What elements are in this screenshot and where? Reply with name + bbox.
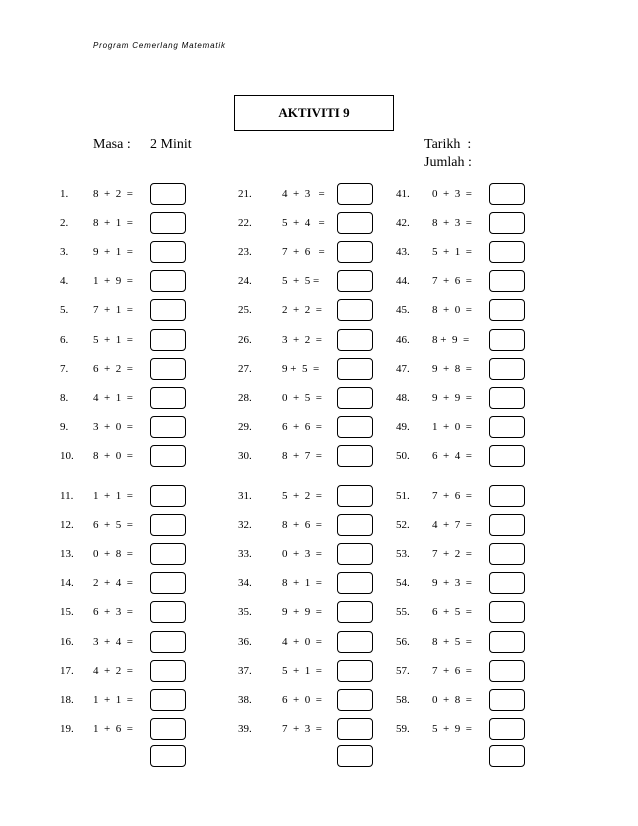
problem-expression: 4 + 3 =: [282, 188, 325, 200]
problem-expression: 7 + 6 =: [282, 246, 325, 259]
problem-number: 31.: [238, 490, 252, 502]
answer-box[interactable]: [337, 387, 373, 409]
jumlah-label: Jumlah :: [424, 155, 472, 170]
problem-expression: 6 + 5 =: [93, 519, 133, 532]
answer-box[interactable]: [337, 329, 373, 351]
problem-number: 47.: [396, 362, 410, 375]
problem-expression: 8 + 1 =: [282, 577, 322, 590]
tarikh-label: Tarikh :: [424, 137, 472, 152]
problem-number: 54.: [396, 577, 410, 590]
problem-number: 23.: [238, 246, 252, 259]
problem-number: 25.: [238, 304, 252, 317]
problem-expression: 7 + 6 =: [432, 664, 472, 677]
problem-expression: 5 + 5 =: [282, 275, 320, 288]
answer-box[interactable]: [337, 572, 373, 594]
problem-expression: 1 + 1 =: [93, 490, 133, 502]
problem-expression: 1 + 9 =: [93, 275, 133, 288]
answer-box[interactable]: [337, 212, 373, 234]
answer-box[interactable]: [489, 270, 525, 292]
problem-number: 42.: [396, 217, 410, 230]
problem-expression: 8 + 0 =: [93, 449, 133, 462]
problem-number: 39.: [238, 722, 252, 735]
problem-number: 5.: [60, 304, 69, 317]
problem-expression: 6 + 2 =: [93, 362, 133, 375]
problem-expression: 1 + 6 =: [93, 722, 133, 735]
problem-expression: 0 + 8 =: [432, 693, 472, 706]
answer-box[interactable]: [150, 183, 186, 205]
answer-box[interactable]: [337, 270, 373, 292]
problem-expression: 7 + 1 =: [93, 304, 133, 317]
problem-number: 36.: [238, 635, 252, 648]
problem-number: 22.: [238, 217, 252, 230]
answer-box[interactable]: [337, 183, 373, 205]
problem-number: 12.: [60, 519, 74, 532]
answer-box[interactable]: [150, 445, 186, 467]
answer-box[interactable]: [150, 329, 186, 351]
problem-expression: 9 + 9 =: [432, 391, 472, 404]
problem-number: 33.: [238, 548, 252, 561]
problem-number: 4.: [60, 275, 69, 288]
problem-expression: 3 + 0 =: [93, 420, 133, 433]
problem-number: 1.: [60, 188, 69, 200]
problem-number: 51.: [396, 490, 410, 502]
answer-box[interactable]: [150, 485, 186, 507]
problem-expression: 5 + 9 =: [432, 722, 472, 735]
problem-expression: 9 + 9 =: [282, 606, 322, 619]
worksheet-header: Program Cemerlang Matematik: [93, 41, 226, 50]
problem-expression: 6 + 0 =: [282, 693, 322, 706]
masa-value: 2 Minit: [150, 137, 192, 152]
problem-expression: 8 + 6 =: [282, 519, 322, 532]
problem-number: 8.: [60, 391, 69, 404]
problem-number: 28.: [238, 391, 252, 404]
problem-number: 18.: [60, 693, 74, 706]
problem-expression: 5 + 4 =: [282, 217, 325, 230]
answer-box[interactable]: [489, 572, 525, 594]
answer-box[interactable]: [489, 631, 525, 653]
problem-number: 19.: [60, 722, 74, 735]
problem-expression: 8 + 7 =: [282, 449, 322, 462]
problem-number: 43.: [396, 246, 410, 259]
answer-box[interactable]: [337, 445, 373, 467]
problem-number: 45.: [396, 304, 410, 317]
problem-expression: 8 + 2 =: [93, 188, 133, 200]
extra-answer-box[interactable]: [150, 745, 186, 767]
problem-number: 21.: [238, 188, 252, 200]
answer-box[interactable]: [150, 660, 186, 682]
problem-expression: 8 + 0 =: [432, 304, 472, 317]
answer-box[interactable]: [337, 299, 373, 321]
problem-expression: 6 + 4 =: [432, 449, 472, 462]
problem-number: 9.: [60, 420, 69, 433]
problem-number: 3.: [60, 246, 69, 259]
problem-number: 32.: [238, 519, 252, 532]
answer-box[interactable]: [150, 416, 186, 438]
problem-number: 14.: [60, 577, 74, 590]
problem-number: 53.: [396, 548, 410, 561]
masa-label: Masa :: [93, 137, 131, 152]
problem-expression: 5 + 1 =: [93, 333, 133, 346]
activity-title: AKTIVITI 9: [234, 95, 394, 131]
answer-box[interactable]: [489, 241, 525, 263]
problem-number: 7.: [60, 362, 69, 375]
problem-number: 37.: [238, 664, 252, 677]
answer-box[interactable]: [489, 601, 525, 623]
answer-box[interactable]: [150, 358, 186, 380]
answer-box[interactable]: [337, 514, 373, 536]
problem-number: 29.: [238, 420, 252, 433]
problem-expression: 7 + 2 =: [432, 548, 472, 561]
answer-box[interactable]: [150, 299, 186, 321]
problem-expression: 7 + 6 =: [432, 275, 472, 288]
problem-number: 10.: [60, 449, 74, 462]
problem-expression: 5 + 1 =: [432, 246, 472, 259]
problem-expression: 5 + 1 =: [282, 664, 322, 677]
problem-expression: 4 + 0 =: [282, 635, 322, 648]
answer-box[interactable]: [337, 689, 373, 711]
problem-expression: 3 + 4 =: [93, 635, 133, 648]
problem-expression: 5 + 2 =: [282, 490, 322, 502]
answer-box[interactable]: [489, 416, 525, 438]
problem-expression: 1 + 0 =: [432, 420, 472, 433]
problem-number: 30.: [238, 449, 252, 462]
problem-expression: 8 + 3 =: [432, 217, 472, 230]
answer-box[interactable]: [150, 689, 186, 711]
problem-number: 58.: [396, 693, 410, 706]
problem-number: 38.: [238, 693, 252, 706]
answer-box[interactable]: [337, 631, 373, 653]
extra-answer-box[interactable]: [337, 745, 373, 767]
problem-number: 34.: [238, 577, 252, 590]
answer-box[interactable]: [150, 212, 186, 234]
problem-expression: 6 + 6 =: [282, 420, 322, 433]
answer-box[interactable]: [489, 183, 525, 205]
problem-expression: 0 + 8 =: [93, 548, 133, 561]
answer-box[interactable]: [489, 718, 525, 740]
answer-box[interactable]: [337, 543, 373, 565]
answer-box[interactable]: [489, 329, 525, 351]
answer-box[interactable]: [150, 543, 186, 565]
answer-box[interactable]: [150, 387, 186, 409]
problem-number: 6.: [60, 333, 69, 346]
answer-box[interactable]: [337, 241, 373, 263]
problem-number: 35.: [238, 606, 252, 619]
problem-number: 52.: [396, 519, 410, 532]
problem-number: 13.: [60, 548, 74, 561]
problem-number: 49.: [396, 420, 410, 433]
answer-box[interactable]: [150, 572, 186, 594]
problem-expression: 3 + 2 =: [282, 333, 322, 346]
answer-box[interactable]: [337, 416, 373, 438]
problem-expression: 9 + 8 =: [432, 362, 472, 375]
problem-number: 56.: [396, 635, 410, 648]
problem-number: 57.: [396, 664, 410, 677]
problem-expression: 4 + 2 =: [93, 664, 133, 677]
answer-box[interactable]: [489, 543, 525, 565]
extra-answer-box[interactable]: [489, 745, 525, 767]
problem-number: 24.: [238, 275, 252, 288]
answer-box[interactable]: [150, 270, 186, 292]
problem-expression: 7 + 3 =: [282, 722, 322, 735]
problem-number: 48.: [396, 391, 410, 404]
answer-box[interactable]: [489, 485, 525, 507]
problem-expression: 1 + 1 =: [93, 693, 133, 706]
problem-number: 2.: [60, 217, 69, 230]
answer-box[interactable]: [150, 631, 186, 653]
answer-box[interactable]: [489, 445, 525, 467]
problem-number: 50.: [396, 449, 410, 462]
problem-expression: 4 + 7 =: [432, 519, 472, 532]
answer-box[interactable]: [489, 212, 525, 234]
problem-number: 59.: [396, 722, 410, 735]
problem-expression: 9 + 1 =: [93, 246, 133, 259]
problem-expression: 7 + 6 =: [432, 490, 472, 502]
answer-box[interactable]: [337, 718, 373, 740]
problem-expression: 2 + 4 =: [93, 577, 133, 590]
answer-box[interactable]: [150, 601, 186, 623]
answer-box[interactable]: [150, 718, 186, 740]
answer-box[interactable]: [489, 387, 525, 409]
problem-expression: 0 + 5 =: [282, 391, 322, 404]
problem-number: 15.: [60, 606, 74, 619]
problem-expression: 0 + 3 =: [432, 188, 472, 200]
problem-number: 16.: [60, 635, 74, 648]
problem-number: 41.: [396, 188, 410, 200]
problem-number: 17.: [60, 664, 74, 677]
answer-box[interactable]: [489, 299, 525, 321]
answer-box[interactable]: [150, 241, 186, 263]
problem-expression: 8 + 5 =: [432, 635, 472, 648]
answer-box[interactable]: [337, 660, 373, 682]
problem-expression: 9 + 3 =: [432, 577, 472, 590]
problem-expression: 6 + 5 =: [432, 606, 472, 619]
problem-number: 26.: [238, 333, 252, 346]
answer-box[interactable]: [489, 689, 525, 711]
problem-number: 44.: [396, 275, 410, 288]
problem-expression: 4 + 1 =: [93, 391, 133, 404]
answer-box[interactable]: [489, 358, 525, 380]
problem-number: 55.: [396, 606, 410, 619]
problem-expression: 8 + 9 =: [432, 333, 470, 346]
answer-box[interactable]: [150, 514, 186, 536]
answer-box[interactable]: [337, 485, 373, 507]
answer-box[interactable]: [489, 514, 525, 536]
problem-expression: 9 + 5 =: [282, 362, 320, 375]
problem-number: 11.: [60, 490, 74, 502]
problem-expression: 0 + 3 =: [282, 548, 322, 561]
problem-expression: 2 + 2 =: [282, 304, 322, 317]
answer-box[interactable]: [337, 601, 373, 623]
answer-box[interactable]: [337, 358, 373, 380]
answer-box[interactable]: [489, 660, 525, 682]
problem-expression: 8 + 1 =: [93, 217, 133, 230]
problem-number: 46.: [396, 333, 410, 346]
problem-expression: 6 + 3 =: [93, 606, 133, 619]
problem-number: 27.: [238, 362, 252, 375]
